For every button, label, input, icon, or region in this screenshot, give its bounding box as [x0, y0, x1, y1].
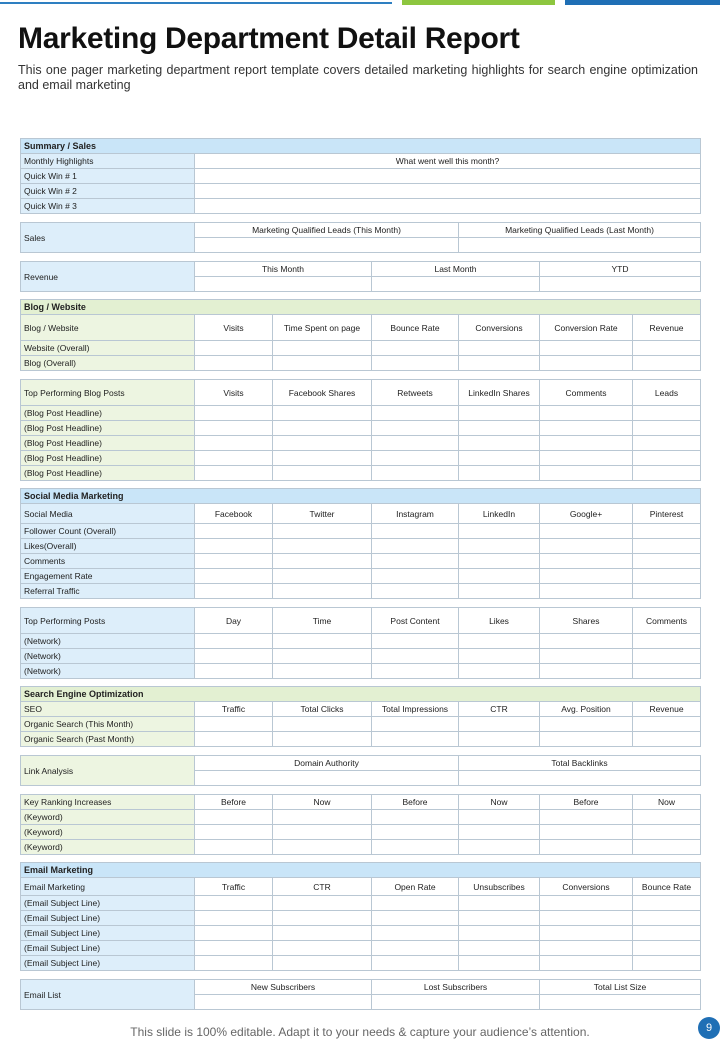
data-cell[interactable]	[459, 941, 540, 956]
data-cell[interactable]	[372, 825, 459, 840]
data-cell[interactable]	[540, 956, 633, 971]
data-cell[interactable]	[633, 732, 701, 747]
data-cell[interactable]	[195, 406, 273, 421]
quick-win-label: Quick Win # 2	[21, 184, 195, 199]
data-cell[interactable]	[459, 810, 540, 825]
link-analysis-table	[20, 755, 701, 786]
data-cell[interactable]	[633, 421, 701, 436]
data-cell[interactable]	[273, 810, 372, 825]
data-cell[interactable]	[459, 825, 540, 840]
col-header: Time	[273, 608, 372, 634]
total-backlinks-cell[interactable]	[459, 771, 701, 786]
col-header: Total Clicks	[273, 702, 372, 717]
col-header: Time Spent on page	[273, 315, 372, 341]
data-cell[interactable]	[372, 356, 459, 371]
col-header: Shares	[540, 608, 633, 634]
data-cell[interactable]	[273, 896, 372, 911]
data-cell[interactable]	[633, 810, 701, 825]
data-cell[interactable]	[459, 896, 540, 911]
data-cell[interactable]	[633, 341, 701, 356]
col-header: Twitter	[273, 504, 372, 524]
col-header: Facebook	[195, 504, 273, 524]
col-header: Traffic	[195, 878, 273, 896]
data-cell[interactable]	[273, 664, 372, 679]
data-cell[interactable]	[459, 356, 540, 371]
page-subtitle: This one pager marketing department report template covers detailed marketing highlights for search engine optimization and email marketing	[18, 63, 698, 92]
data-cell[interactable]	[459, 584, 540, 599]
data-cell[interactable]	[195, 524, 273, 539]
data-cell[interactable]	[273, 634, 372, 649]
data-cell[interactable]	[273, 436, 372, 451]
col-header: Total List Size	[540, 980, 701, 995]
data-cell[interactable]	[633, 926, 701, 941]
blog-header: Blog / Website	[21, 300, 701, 315]
data-cell[interactable]	[633, 406, 701, 421]
data-cell[interactable]	[540, 732, 633, 747]
col-header: Bounce Rate	[633, 878, 701, 896]
col-header: LinkedIn Shares	[459, 380, 540, 406]
row-label: (Blog Post Headline)	[21, 406, 195, 421]
col-header: Post Content	[372, 608, 459, 634]
data-cell[interactable]	[540, 896, 633, 911]
data-cell[interactable]	[633, 451, 701, 466]
row-label: (Email Subject Line)	[21, 896, 195, 911]
data-cell[interactable]	[459, 569, 540, 584]
data-cell[interactable]	[273, 421, 372, 436]
data-cell[interactable]	[540, 569, 633, 584]
data-cell[interactable]	[540, 341, 633, 356]
data-cell[interactable]	[273, 406, 372, 421]
data-cell[interactable]	[195, 584, 273, 599]
data-cell[interactable]	[273, 941, 372, 956]
data-cell[interactable]	[195, 466, 273, 481]
data-cell[interactable]	[273, 926, 372, 941]
data-cell[interactable]	[372, 584, 459, 599]
data-cell[interactable]	[372, 926, 459, 941]
data-cell[interactable]	[633, 840, 701, 855]
col-header: Before	[540, 795, 633, 810]
data-cell[interactable]	[633, 524, 701, 539]
data-cell[interactable]	[195, 926, 273, 941]
col-header: Comments	[540, 380, 633, 406]
data-cell[interactable]	[633, 717, 701, 732]
seo-section	[20, 686, 700, 855]
col-header: Conversion Rate	[540, 315, 633, 341]
data-cell[interactable]	[459, 406, 540, 421]
top-posts-table	[20, 607, 701, 679]
data-cell[interactable]	[540, 995, 701, 1010]
data-cell[interactable]	[195, 732, 273, 747]
data-cell[interactable]	[273, 466, 372, 481]
data-cell[interactable]	[195, 995, 372, 1010]
quick-win-cell[interactable]	[195, 199, 701, 214]
row-label: Website (Overall)	[21, 341, 195, 356]
data-cell[interactable]	[273, 584, 372, 599]
data-cell[interactable]	[459, 956, 540, 971]
row-label: Engagement Rate	[21, 569, 195, 584]
highlights-question: What went well this month?	[195, 154, 701, 169]
top-accent-blue	[565, 0, 720, 5]
social-table-label: Social Media	[21, 504, 195, 524]
seo-table-label: SEO	[21, 702, 195, 717]
row-label: (Keyword)	[21, 810, 195, 825]
data-cell[interactable]	[459, 436, 540, 451]
top-blog-posts-table	[20, 379, 701, 481]
row-label: (Blog Post Headline)	[21, 421, 195, 436]
col-header: Conversions	[540, 878, 633, 896]
data-cell[interactable]	[372, 941, 459, 956]
data-cell[interactable]	[195, 911, 273, 926]
row-label: (Email Subject Line)	[21, 956, 195, 971]
data-cell[interactable]	[540, 717, 633, 732]
col-header: Comments	[633, 608, 701, 634]
col-header: Likes	[459, 608, 540, 634]
col-header: Revenue	[633, 702, 701, 717]
col-header: Unsubscribes	[459, 878, 540, 896]
data-cell[interactable]	[633, 356, 701, 371]
row-label: Likes(Overall)	[21, 539, 195, 554]
data-cell[interactable]	[273, 840, 372, 855]
email-list-label: Email List	[21, 980, 195, 1010]
data-cell[interactable]	[195, 664, 273, 679]
data-cell[interactable]	[195, 451, 273, 466]
row-label: (Keyword)	[21, 840, 195, 855]
data-cell[interactable]	[540, 524, 633, 539]
blog-table-label: Blog / Website	[21, 315, 195, 341]
row-label: (Network)	[21, 664, 195, 679]
revenue-cell[interactable]	[540, 277, 701, 292]
data-cell[interactable]	[540, 634, 633, 649]
data-cell[interactable]	[372, 634, 459, 649]
col-header: Visits	[195, 380, 273, 406]
data-cell[interactable]	[372, 664, 459, 679]
data-cell[interactable]	[195, 840, 273, 855]
social-media-table	[20, 488, 701, 599]
email-list-table	[20, 979, 701, 1010]
row-label: (Blog Post Headline)	[21, 451, 195, 466]
data-cell[interactable]	[273, 649, 372, 664]
col-header: Day	[195, 608, 273, 634]
data-cell[interactable]	[372, 569, 459, 584]
data-cell[interactable]	[372, 995, 540, 1010]
col-header: Now	[273, 795, 372, 810]
data-cell[interactable]	[459, 911, 540, 926]
data-cell[interactable]	[372, 810, 459, 825]
col-header: Traffic	[195, 702, 273, 717]
col-header: Avg. Position	[540, 702, 633, 717]
data-cell[interactable]	[540, 436, 633, 451]
data-cell[interactable]	[459, 554, 540, 569]
key-ranking-label: Key Ranking Increases	[21, 795, 195, 810]
data-cell[interactable]	[459, 421, 540, 436]
data-cell[interactable]	[372, 840, 459, 855]
data-cell[interactable]	[195, 810, 273, 825]
data-cell[interactable]	[273, 539, 372, 554]
data-cell[interactable]	[540, 840, 633, 855]
footer-note: This slide is 100% editable. Adapt it to your needs & capture your audience’s attention.	[130, 1025, 590, 1039]
data-cell[interactable]	[273, 341, 372, 356]
data-cell[interactable]	[273, 717, 372, 732]
data-cell[interactable]	[459, 840, 540, 855]
data-cell[interactable]	[195, 649, 273, 664]
data-cell[interactable]	[273, 825, 372, 840]
col-header: Before	[372, 795, 459, 810]
col-header: Facebook Shares	[273, 380, 372, 406]
data-cell[interactable]	[633, 466, 701, 481]
data-cell[interactable]	[459, 466, 540, 481]
data-cell[interactable]	[540, 406, 633, 421]
data-cell[interactable]	[273, 524, 372, 539]
data-cell[interactable]	[633, 634, 701, 649]
data-cell[interactable]	[540, 941, 633, 956]
social-section	[20, 488, 700, 679]
data-cell[interactable]	[273, 554, 372, 569]
revenue-cell[interactable]	[372, 277, 540, 292]
domain-authority-header: Domain Authority	[195, 756, 459, 771]
data-cell[interactable]	[633, 664, 701, 679]
data-cell[interactable]	[372, 451, 459, 466]
quick-win-label: Quick Win # 1	[21, 169, 195, 184]
col-header: Pinterest	[633, 504, 701, 524]
col-header: CTR	[459, 702, 540, 717]
row-label: (Email Subject Line)	[21, 926, 195, 941]
data-cell[interactable]	[540, 649, 633, 664]
data-cell[interactable]	[540, 810, 633, 825]
data-cell[interactable]	[459, 539, 540, 554]
top-accent-green	[402, 0, 555, 5]
total-backlinks-header: Total Backlinks	[459, 756, 701, 771]
data-cell[interactable]	[540, 664, 633, 679]
data-cell[interactable]	[633, 436, 701, 451]
data-cell[interactable]	[633, 896, 701, 911]
blog-section	[20, 299, 700, 481]
page-title: Marketing Department Detail Report	[18, 22, 520, 55]
data-cell[interactable]	[540, 451, 633, 466]
row-label: (Email Subject Line)	[21, 911, 195, 926]
data-cell[interactable]	[540, 584, 633, 599]
col-header: Visits	[195, 315, 273, 341]
col-header: Before	[195, 795, 273, 810]
data-cell[interactable]	[372, 436, 459, 451]
summary-header: Summary / Sales	[21, 139, 701, 154]
data-cell[interactable]	[372, 341, 459, 356]
seo-header: Search Engine Optimization	[21, 687, 701, 702]
quick-win-cell[interactable]	[195, 184, 701, 199]
data-cell[interactable]	[540, 466, 633, 481]
row-label: Organic Search (Past Month)	[21, 732, 195, 747]
col-header: Lost Subscribers	[372, 980, 540, 995]
row-label: (Email Subject Line)	[21, 941, 195, 956]
link-analysis-label: Link Analysis	[21, 756, 195, 786]
data-cell[interactable]	[540, 356, 633, 371]
col-header: Instagram	[372, 504, 459, 524]
report-tables	[20, 138, 700, 1017]
social-header: Social Media Marketing	[21, 489, 701, 504]
row-label: (Network)	[21, 634, 195, 649]
keyword-ranking-table	[20, 794, 701, 855]
data-cell[interactable]	[372, 717, 459, 732]
row-label: Blog (Overall)	[21, 356, 195, 371]
quick-win-cell[interactable]	[195, 169, 701, 184]
blog-website-table	[20, 299, 701, 371]
top-blog-posts-label: Top Performing Blog Posts	[21, 380, 195, 406]
data-cell[interactable]	[372, 956, 459, 971]
revenue-col-header: Last Month	[372, 262, 540, 277]
data-cell[interactable]	[273, 956, 372, 971]
monthly-highlights-label: Monthly Highlights	[21, 154, 195, 169]
top-accent-line	[0, 2, 392, 4]
data-cell[interactable]	[633, 911, 701, 926]
data-cell[interactable]	[195, 569, 273, 584]
data-cell[interactable]	[540, 554, 633, 569]
revenue-col-header: This Month	[195, 262, 372, 277]
data-cell[interactable]	[459, 524, 540, 539]
data-cell[interactable]	[273, 356, 372, 371]
data-cell[interactable]	[195, 356, 273, 371]
domain-authority-cell[interactable]	[195, 771, 459, 786]
data-cell[interactable]	[459, 341, 540, 356]
col-header: Total Impressions	[372, 702, 459, 717]
col-header: Leads	[633, 380, 701, 406]
col-header: LinkedIn	[459, 504, 540, 524]
data-cell[interactable]	[459, 634, 540, 649]
data-cell[interactable]	[372, 911, 459, 926]
row-label: Referral Traffic	[21, 584, 195, 599]
row-label: Follower Count (Overall)	[21, 524, 195, 539]
col-header: Conversions	[459, 315, 540, 341]
data-cell[interactable]	[540, 911, 633, 926]
data-cell[interactable]	[633, 825, 701, 840]
col-header: Google+	[540, 504, 633, 524]
data-cell[interactable]	[633, 569, 701, 584]
data-cell[interactable]	[195, 634, 273, 649]
data-cell[interactable]	[540, 926, 633, 941]
data-cell[interactable]	[195, 341, 273, 356]
row-label: (Blog Post Headline)	[21, 466, 195, 481]
data-cell[interactable]	[372, 649, 459, 664]
quick-win-label: Quick Win # 3	[21, 199, 195, 214]
data-cell[interactable]	[633, 941, 701, 956]
data-cell[interactable]	[372, 406, 459, 421]
row-label: (Network)	[21, 649, 195, 664]
data-cell[interactable]	[459, 664, 540, 679]
summary-section	[20, 138, 700, 292]
data-cell[interactable]	[372, 554, 459, 569]
data-cell[interactable]	[540, 421, 633, 436]
col-header: Bounce Rate	[372, 315, 459, 341]
data-cell[interactable]	[372, 524, 459, 539]
data-cell[interactable]	[459, 732, 540, 747]
data-cell[interactable]	[195, 539, 273, 554]
col-header: CTR	[273, 878, 372, 896]
col-header: Retweets	[372, 380, 459, 406]
email-table-label: Email Marketing	[21, 878, 195, 896]
mql-last-month-cell[interactable]	[459, 238, 701, 253]
data-cell[interactable]	[195, 956, 273, 971]
data-cell[interactable]	[195, 896, 273, 911]
data-cell[interactable]	[372, 896, 459, 911]
email-header: Email Marketing	[21, 863, 701, 878]
revenue-label: Revenue	[21, 262, 195, 292]
sales-label: Sales	[21, 223, 195, 253]
data-cell[interactable]	[459, 717, 540, 732]
row-label: Comments	[21, 554, 195, 569]
mql-this-month-cell[interactable]	[195, 238, 459, 253]
data-cell[interactable]	[372, 421, 459, 436]
email-section	[20, 862, 700, 1010]
data-cell[interactable]	[372, 539, 459, 554]
seo-table	[20, 686, 701, 747]
data-cell[interactable]	[459, 649, 540, 664]
data-cell[interactable]	[372, 466, 459, 481]
data-cell[interactable]	[540, 539, 633, 554]
row-label: (Blog Post Headline)	[21, 436, 195, 451]
data-cell[interactable]	[459, 451, 540, 466]
data-cell[interactable]	[273, 911, 372, 926]
top-posts-label: Top Performing Posts	[21, 608, 195, 634]
col-header: Now	[633, 795, 701, 810]
data-cell[interactable]	[273, 732, 372, 747]
col-header: Revenue	[633, 315, 701, 341]
row-label: (Keyword)	[21, 825, 195, 840]
data-cell[interactable]	[195, 436, 273, 451]
data-cell[interactable]	[633, 649, 701, 664]
data-cell[interactable]	[195, 825, 273, 840]
data-cell[interactable]	[633, 539, 701, 554]
data-cell[interactable]	[195, 941, 273, 956]
page-number-badge: 9	[698, 1017, 720, 1039]
data-cell[interactable]	[195, 717, 273, 732]
email-marketing-table	[20, 862, 701, 971]
data-cell[interactable]	[195, 421, 273, 436]
mql-last-month-header: Marketing Qualified Leads (Last Month)	[459, 223, 701, 238]
data-cell[interactable]	[633, 584, 701, 599]
data-cell[interactable]	[273, 569, 372, 584]
revenue-col-header: YTD	[540, 262, 701, 277]
data-cell[interactable]	[372, 732, 459, 747]
data-cell[interactable]	[540, 825, 633, 840]
mql-this-month-header: Marketing Qualified Leads (This Month)	[195, 223, 459, 238]
col-header: New Subscribers	[195, 980, 372, 995]
data-cell[interactable]	[633, 554, 701, 569]
revenue-cell[interactable]	[195, 277, 372, 292]
data-cell[interactable]	[633, 956, 701, 971]
row-label: Organic Search (This Month)	[21, 717, 195, 732]
data-cell[interactable]	[459, 926, 540, 941]
col-header: Now	[459, 795, 540, 810]
data-cell[interactable]	[273, 451, 372, 466]
col-header: Open Rate	[372, 878, 459, 896]
data-cell[interactable]	[195, 554, 273, 569]
